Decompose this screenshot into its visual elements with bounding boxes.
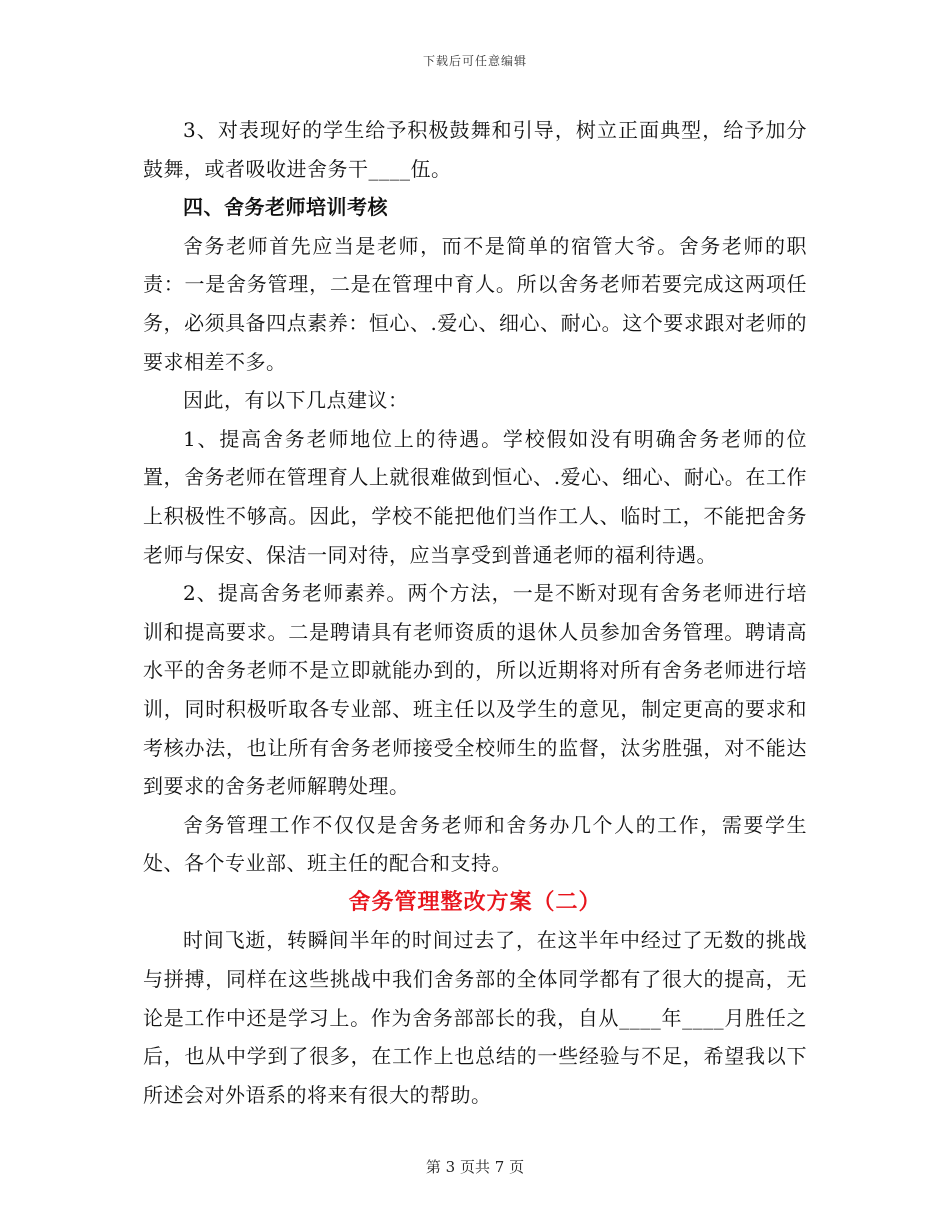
paragraph-plan-2-intro: 时间飞逝，转瞬间半年的时间过去了，在这半年中经过了无数的挑战与拼搏，同样在这些挑战中我们舍务部的全体同学都有了很大的提高，无论是工作中还是学习上。作为舍务部部长的我，自从____年____月胜任之后，也从中学到了很多，在工作上也总结的一些经验与不足，希望我以下所述会对外语系的将来有很大的帮助。 [143, 928, 807, 1107]
paragraph-cooperation: 舍务管理工作不仅仅是舍务老师和舍务办几个人的工作，需要学生处、各个专业部、班主任的配合和支持。 [143, 812, 807, 876]
paragraph-teacher-duties: 舍务老师首先应当是老师，而不是简单的宿管大爷。舍务老师的职责：一是舍务管理，二是在管理中育人。所以舍务老师若要完成这两项任务，必须具备四点素养：恒心、.爱心、细心、耐心。这个要求跟对老师的要求相差不多。 [143, 233, 807, 374]
paragraph-suggestion-2: 2、提高舍务老师素养。两个方法，一是不断对现有舍务老师进行培训和提高要求。二是聘请具有老师资质的退休人员参加舍务管理。聘请高水平的舍务老师不是立即就能办到的，所以近期将对所有舍务老师进行培训，同时积极听取各专业部、班主任以及学生的意见，制定更高的要求和考核办法，也让所有舍务老师接受全校师生的监督，汰劣胜强，对不能达到要求的舍务老师解聘处理。 [143, 581, 807, 799]
paragraph-item-3: 3、对表现好的学生给予积极鼓舞和引导，树立正面典型，给予加分鼓舞，或者吸收进舍务干____伍。 [143, 118, 807, 181]
document-body [143, 111, 807, 1114]
paragraph-suggestion-1: 1、提高舍务老师地位上的待遇。学校假如没有明确舍务老师的位置，舍务老师在管理育人上就很难做到恒心、.爱心、细心、耐心。在工作上积极性不够高。因此，学校不能把他们当作工人、临时工，不能把舍务老师与保安、保洁一同对待，应当享受到普通老师的福利待遇。 [143, 426, 807, 567]
page-number: 第 3 页共 7 页 [425, 1158, 525, 1176]
paragraph-suggestions-intro: 因此，有以下几点建议： [183, 388, 409, 413]
header-note: 下载后可任意编辑 [422, 54, 527, 68]
section-heading-4: 四、舍务老师培训考核 [183, 195, 388, 220]
section-title-plan-2: 舍务管理整改方案（二） [348, 888, 602, 915]
